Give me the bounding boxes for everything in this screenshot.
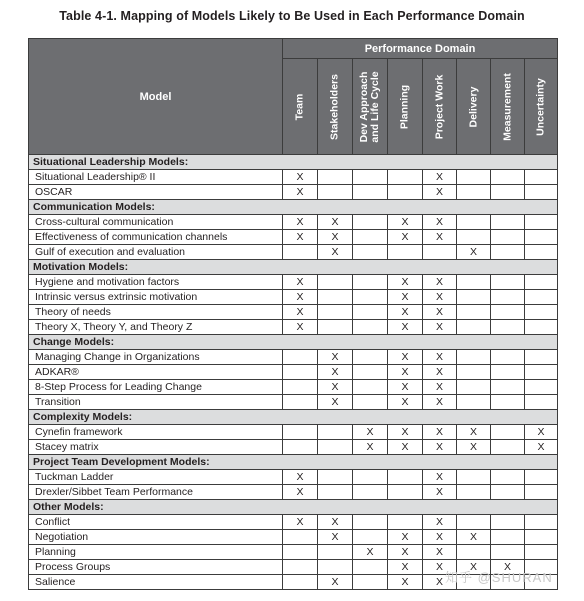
domain-mark-cell [318,320,353,335]
table-row [29,350,558,365]
domain-mark-cell [318,440,353,455]
domain-mark-cell [318,485,353,500]
domain-mark-cell [353,215,388,230]
domain-mark-cell [283,245,318,260]
domain-mark-cell [353,275,388,290]
domain-mark-cell: X [388,560,423,575]
table-row [29,305,558,320]
domain-mark-cell: X [353,440,388,455]
table-row [29,545,558,560]
group-row [29,455,558,470]
domain-mark-cell [457,185,491,200]
domain-mark-cell [457,230,491,245]
domain-mark-cell [283,530,318,545]
domain-mark-cell: X [388,215,423,230]
domain-mark-cell [491,365,525,380]
domain-mark-cell [353,485,388,500]
performance-domain-header: Performance Domain [283,39,558,59]
group-title: Other Models: [29,500,558,515]
domain-mark-cell: X [388,440,423,455]
domain-header-label: Team [293,93,306,120]
model-name: Theory of needs [29,305,283,320]
domain-mark-cell: X [457,245,491,260]
domain-mark-cell [491,275,525,290]
table-row [29,530,558,545]
domain-mark-cell [525,185,558,200]
domain-mark-cell: X [423,275,457,290]
domain-mark-cell: X [353,545,388,560]
group-row [29,155,558,170]
domain-mark-cell [491,485,525,500]
domain-mark-cell: X [423,290,457,305]
domain-mark-cell [318,560,353,575]
domain-mark-cell: X [423,425,457,440]
domain-mark-cell: X [283,275,318,290]
model-name: Process Groups [29,560,283,575]
domain-mark-cell: X [283,290,318,305]
domain-mark-cell: X [388,290,423,305]
group-title: Communication Models: [29,200,558,215]
domain-mark-cell: X [388,425,423,440]
domain-header [525,59,558,155]
domain-header-label: Project Work [433,74,445,139]
domain-mark-cell: X [388,305,423,320]
domain-mark-cell [491,170,525,185]
domain-mark-cell [457,320,491,335]
model-name: Planning [29,545,283,560]
domain-mark-cell [353,380,388,395]
domain-mark-cell [388,245,423,260]
group-title: Complexity Models: [29,410,558,425]
domain-mark-cell [457,395,491,410]
model-name: Gulf of execution and evaluation [29,245,283,260]
domain-header-label: Stakeholders [328,73,341,140]
domain-mark-cell: X [388,380,423,395]
domain-mark-cell: X [423,215,457,230]
model-name: Conflict [29,515,283,530]
domain-mark-cell [491,530,525,545]
domain-mark-cell [388,485,423,500]
model-name: Hygiene and motivation factors [29,275,283,290]
model-name: Transition [29,395,283,410]
domain-mark-cell: X [525,425,558,440]
domain-mark-cell [491,350,525,365]
model-name: Negotiation [29,530,283,545]
model-name: Stacey matrix [29,440,283,455]
domain-mark-cell [525,275,558,290]
domain-mark-cell [525,470,558,485]
table-row [29,440,558,455]
domain-mark-cell [525,305,558,320]
domain-mark-cell: X [283,515,318,530]
domain-mark-cell [525,290,558,305]
group-title: Project Team Development Models: [29,455,558,470]
domain-mark-cell [525,365,558,380]
domain-mark-cell: X [318,350,353,365]
domain-mark-cell [318,185,353,200]
domain-header-label: Uncertainty [534,77,547,136]
domain-mark-cell: X [423,545,457,560]
domain-mark-cell [283,425,318,440]
table-row [29,185,558,200]
domain-mark-cell: X [318,215,353,230]
domain-mark-cell: X [318,395,353,410]
domain-header-label: Delivery [467,86,479,127]
domain-mark-cell [353,170,388,185]
domain-mark-cell [283,380,318,395]
domain-mark-cell [457,290,491,305]
domain-mark-cell [491,290,525,305]
watermark: 知乎 @SHURAN [445,570,553,585]
domain-mark-cell: X [318,575,353,590]
domain-mark-cell [353,230,388,245]
domain-header [491,59,525,155]
domain-mark-cell [283,545,318,560]
domain-mark-cell [457,545,491,560]
model-name: Salience [29,575,283,590]
table-row [29,290,558,305]
domain-mark-cell [457,515,491,530]
domain-mark-cell [353,560,388,575]
domain-mark-cell [457,365,491,380]
domain-mark-cell: X [353,425,388,440]
domain-mark-cell [525,230,558,245]
domain-mark-cell: X [388,395,423,410]
domain-header [388,59,423,155]
domain-mark-cell [525,380,558,395]
domain-mark-cell: X [283,215,318,230]
domain-mark-cell: X [318,515,353,530]
group-row [29,260,558,275]
domain-mark-cell [491,470,525,485]
domain-mark-cell: X [457,425,491,440]
domain-mark-cell [283,440,318,455]
domain-mark-cell [457,485,491,500]
domain-mark-cell: X [423,560,457,575]
table-row [29,230,558,245]
domain-mark-cell [491,320,525,335]
group-title: Motivation Models: [29,260,558,275]
domain-mark-cell [353,185,388,200]
domain-mark-cell: X [525,440,558,455]
domain-mark-cell: X [423,185,457,200]
model-name: Cynefin framework [29,425,283,440]
domain-mark-cell [457,380,491,395]
domain-mark-cell: X [318,230,353,245]
domain-mark-cell: X [423,380,457,395]
domain-mark-cell [491,395,525,410]
domain-mark-cell [353,395,388,410]
table-row [29,245,558,260]
domain-mark-cell: X [283,320,318,335]
domain-mark-cell [353,530,388,545]
model-name: Managing Change in Organizations [29,350,283,365]
model-name: OSCAR [29,185,283,200]
domain-mark-cell [283,575,318,590]
domain-mark-cell: X [388,350,423,365]
model-name: Tuckman Ladder [29,470,283,485]
domain-mark-cell [457,215,491,230]
domain-mark-cell: X [318,380,353,395]
domain-mark-cell [457,350,491,365]
domain-mark-cell [353,350,388,365]
table-row [29,425,558,440]
model-name: 8-Step Process for Leading Change [29,380,283,395]
domain-mark-cell: X [388,230,423,245]
domain-mark-cell: X [491,560,525,575]
table-row [29,215,558,230]
domain-header [318,59,353,155]
domain-mark-cell [353,365,388,380]
domain-mark-cell [318,545,353,560]
domain-mark-cell: X [283,470,318,485]
domain-mark-cell: X [283,485,318,500]
domain-mark-cell [318,290,353,305]
model-name: ADKAR® [29,365,283,380]
domain-mark-cell: X [388,545,423,560]
domain-mark-cell [318,170,353,185]
table-row [29,485,558,500]
domain-mark-cell [353,245,388,260]
domain-mark-cell [353,320,388,335]
domain-mark-cell [353,305,388,320]
domain-mark-cell: X [388,365,423,380]
group-row [29,410,558,425]
domain-mark-cell [353,290,388,305]
domain-mark-cell [318,305,353,320]
domain-mark-cell: X [388,320,423,335]
domain-mark-cell [491,380,525,395]
table-row [29,365,558,380]
table-row [29,515,558,530]
domain-mark-cell [283,365,318,380]
domain-mark-cell [491,305,525,320]
domain-mark-cell [525,485,558,500]
domain-mark-cell [353,470,388,485]
domain-mark-cell [388,515,423,530]
domain-mark-cell [491,230,525,245]
domain-mark-cell: X [318,530,353,545]
domain-mark-cell: X [423,485,457,500]
domain-mark-cell [525,350,558,365]
domain-mark-cell: X [423,230,457,245]
domain-mark-cell [457,470,491,485]
domain-mark-cell: X [423,320,457,335]
domain-mark-cell: X [388,530,423,545]
model-name: Theory X, Theory Y, and Theory Z [29,320,283,335]
group-row [29,335,558,350]
domain-mark-cell: X [423,395,457,410]
domain-header [457,59,491,155]
domain-mark-cell: X [283,170,318,185]
domain-mark-cell: X [318,365,353,380]
domain-mark-cell [388,170,423,185]
table-title: Table 4-1. Mapping of Models Likely to Be Used in Each Performance Domain [59,9,525,23]
domain-mark-cell [388,470,423,485]
table-row [29,275,558,290]
domain-mark-cell [525,395,558,410]
domain-header [423,59,457,155]
domain-mark-cell: X [283,185,318,200]
domain-mark-cell [491,245,525,260]
domain-header [283,59,318,155]
domain-mark-cell: X [423,365,457,380]
group-row [29,200,558,215]
domain-mark-cell: X [388,275,423,290]
model-name: Situational Leadership® II [29,170,283,185]
domain-mark-cell [525,515,558,530]
table-row [29,380,558,395]
domain-mark-cell: X [457,440,491,455]
domain-mark-cell: X [318,245,353,260]
domain-mark-cell [423,245,457,260]
domain-mark-cell [491,440,525,455]
domain-mark-cell [525,215,558,230]
domain-mark-cell: X [423,170,457,185]
domain-mark-cell [457,170,491,185]
domain-mark-cell: X [423,530,457,545]
domain-mark-cell: X [423,350,457,365]
domain-mark-cell [388,185,423,200]
table-row [29,170,558,185]
domain-header-label: Planning [398,84,411,129]
domain-header-label: Dev Approach and Life Cycle [358,70,381,143]
model-name: Drexler/Sibbet Team Performance [29,485,283,500]
domain-mark-cell [283,350,318,365]
domain-mark-cell [525,245,558,260]
domain-mark-cell [457,275,491,290]
group-title: Change Models: [29,335,558,350]
models-domain-table [28,38,558,590]
model-name: Intrinsic versus extrinsic motivation [29,290,283,305]
domain-mark-cell [491,425,525,440]
domain-mark-cell: X [283,230,318,245]
domain-header [353,59,388,155]
domain-mark-cell [491,215,525,230]
domain-mark-cell [283,395,318,410]
domain-mark-cell [491,185,525,200]
domain-mark-cell: X [457,560,491,575]
model-name: Cross-cultural communication [29,215,283,230]
domain-mark-cell [353,515,388,530]
domain-mark-cell: X [388,575,423,590]
table-row [29,470,558,485]
domain-mark-cell [318,425,353,440]
model-name: Effectiveness of communication channels [29,230,283,245]
domain-mark-cell: X [283,305,318,320]
domain-mark-cell [525,530,558,545]
domain-mark-cell: X [457,530,491,545]
domain-mark-cell: X [423,515,457,530]
domain-mark-cell [457,305,491,320]
domain-mark-cell [525,545,558,560]
domain-mark-cell: X [423,575,457,590]
table-row [29,395,558,410]
model-column-header: Model [29,39,283,155]
domain-header-label: Measurement [501,72,513,141]
group-row [29,500,558,515]
domain-mark-cell: X [423,470,457,485]
domain-mark-cell [353,575,388,590]
group-title: Situational Leadership Models: [29,155,558,170]
domain-mark-cell [491,545,525,560]
domain-mark-cell [283,560,318,575]
domain-mark-cell [318,470,353,485]
domain-mark-cell [525,170,558,185]
domain-mark-cell: X [423,440,457,455]
table-row [29,320,558,335]
domain-mark-cell [491,515,525,530]
domain-mark-cell: X [423,305,457,320]
domain-mark-cell [318,275,353,290]
domain-mark-cell [525,320,558,335]
